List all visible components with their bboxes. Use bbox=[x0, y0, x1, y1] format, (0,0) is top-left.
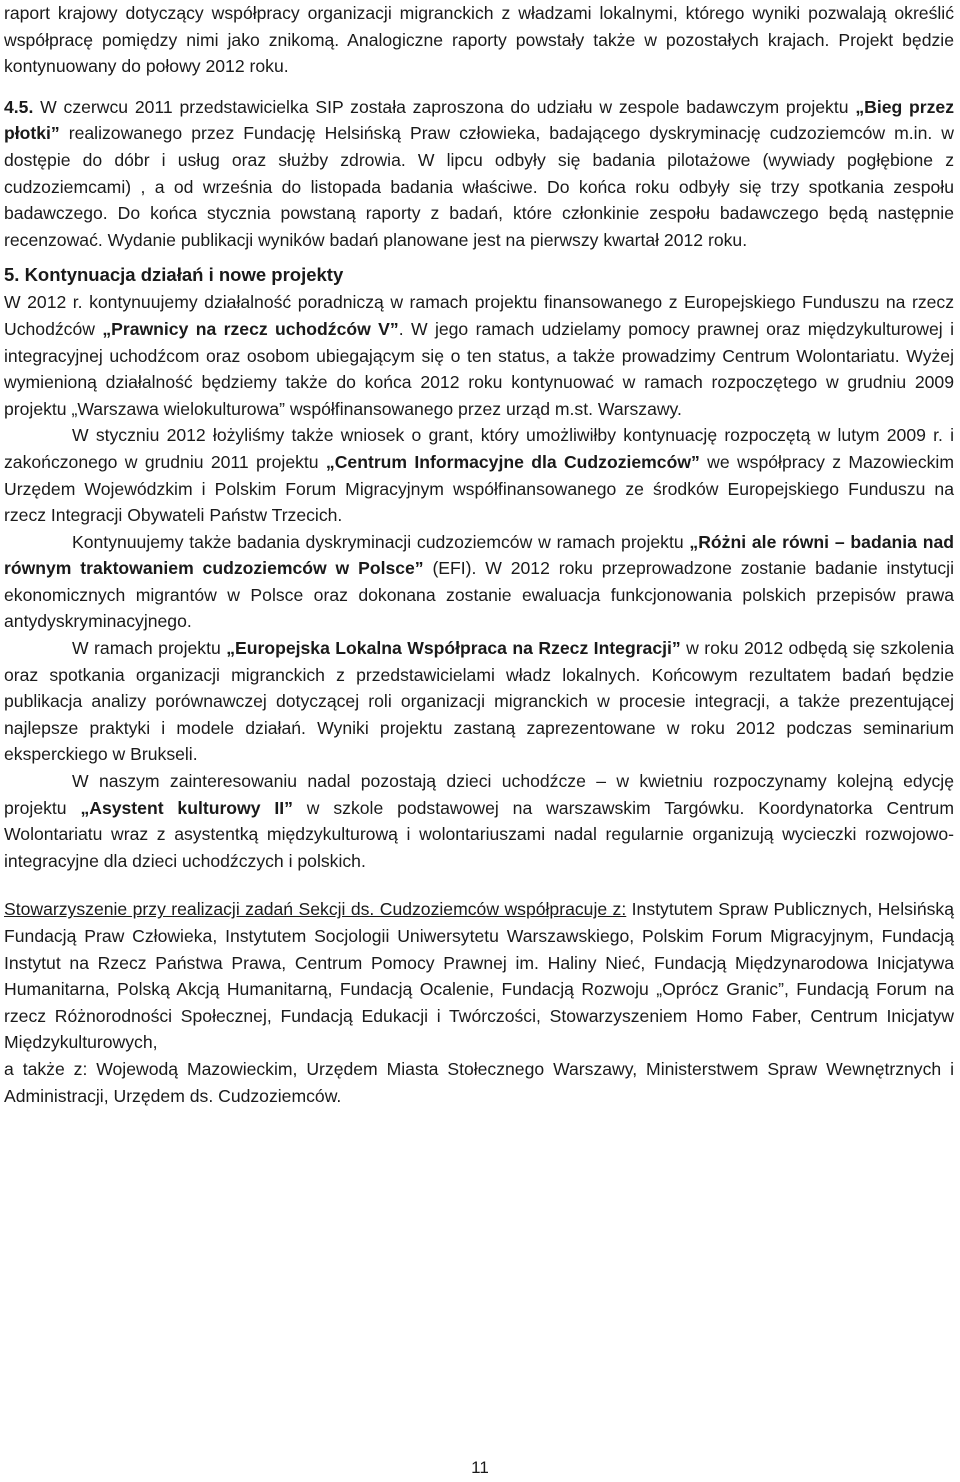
paragraph-wspolpraca: Stowarzyszenie przy realizacji zadań Sekcji ds. Cudzoziemców współpracuje z: Instytutem Spraw Publicznych, Helsińską Fundacją Praw Człowieka, Instytutem Socjologii Uniwersytetu Warszawskiego, Polskim Forum Migracyjnym, Fundacją Instytut na Rzecz Państwa Prawa, Centrum Pomocy Prawnej im. Haliny Nieć, Fundacją Międzynarodowa Inicjatywa Humanitarna, Polską Akcją Humanitarną, Fundacją Ocalenie, Fundacją Rozwoju „Oprócz Granic”, Fundacją Forum na rzecz Różnorodności Społecznej, Fundacją Edukacji i Twórczości, Stowarzyszeniem Homo Faber, Centrum Inicjatyw Międzykulturowych, bbox=[4, 899, 954, 1053]
paragraph-europejska: W ramach projektu „Europejska Lokalna Współpraca na Rzecz Integracji” w roku 2012 odbędą się szkolenia oraz spotkania organizacji migranckich z przedstawicielami władz lokalnych. Końcowym rezultatem badań będzie publikacja analizy porównawczej dotyczącej roli organizacji migranckich w procesie integracji, a także prezentującej najlepsze praktyki i modele działań. Wyniki projektu zastaną zaprezentowane w roku 2012 podczas seminarium eksperckiego w Brukseli. bbox=[4, 638, 954, 765]
section-heading-5: 5. Kontynuacja działań i nowe projekty bbox=[4, 264, 344, 286]
paragraph-4-5: 4.5. W czerwcu 2011 przedstawicielka SIP została zaproszona do udziału w zespole badawczym projektu „Bieg przez płotki” realizowanego przez Fundację Helsińską Praw człowieka, badającego dyskryminację cudzoziemców m.in. w dostępie do dóbr i usług oraz służby zdrowia. W lipcu odbyły się badania pilotażowe (wywiady pogłębione z cudzoziemcami) , a od września do listopada badania właściwe. Do końca roku odbyły się trzy spotkania zespołu badawczego. Do końca stycznia powstaną raporty z badań, które członkinie zespołu badawczego będą następnie recenzować. Wydanie publikacji wyników badań planowane jest na pierwszy kwartał 2012 roku. bbox=[4, 96, 954, 250]
project-name-centrum: „Centrum Informacyjne dla Cudzoziemców” bbox=[325, 451, 700, 472]
page-number: 11 bbox=[471, 1458, 489, 1477]
project-name-asystent: „Asystent kulturowy II” bbox=[80, 797, 293, 818]
paragraph-intro: raport krajowy dotyczący współpracy organizacji migranckich z władzami lokalnymi, którego wyniki pozwalają określić współpracę pomiędzy nimi jako znikomą. Analogiczne raporty powstały także w pozostałych krajach. Projekt będzie kontynuowany do połowy 2012 roku. bbox=[4, 3, 954, 77]
paragraph-rozni: Kontynuujemy także badania dyskryminacji cudzoziemców w ramach projektu „Różni ale równi – badania nad równym traktowaniem cudzoziemców w Polsce” (EFI). W 2012 roku przeprowadzone zostanie badanie instytucji ekonomicznych migrantów w Polsce oraz dokonana zostanie ewaluacja funkcjonowania polskich przepisów prawa antydyskryminacyjnego. bbox=[4, 531, 954, 632]
paragraph-asystent: W naszym zainteresowaniu nadal pozostają dzieci uchodźcze – w kwietniu rozpoczynamy kolejną edycję projektu „Asystent kulturowy II” w szkole podstawowej na warszawskim Targówku. Koordynatorka Centrum Wolontariatu wraz z asystentką międzykulturową i wolontariuszami nadal regularnie organizują wycieczki rozwojowo-integracyjne dla dzieci uchodźczych i polskich. bbox=[4, 771, 954, 871]
project-name-europejska: „Europejska Lokalna Współpraca na Rzecz Integracji” bbox=[226, 638, 681, 659]
document-page bbox=[4, 0, 954, 1109]
paragraph-centrum: W styczniu 2012 łożyliśmy także wniosek o grant, który umożliwiłby kontynuację rozpoczętą w lutym 2009 r. i zakończonego w grudniu 2011 projektu „Centrum Informacyjne dla Cudzoziemców” we współpracy z Mazowieckim Urzędem Wojewódzkim i Polskim Forum Migracyjnym współfinansowanego ze środków Europejskiego Funduszu na rzecz Integracji Obywateli Państw Trzecich. bbox=[4, 425, 954, 526]
paragraph-prawnicy: W 2012 r. kontynuujemy działalność poradniczą w ramach projektu finansowanego z Europejskiego Funduszu na rzecz Uchodźców „Prawnicy na rzecz uchodźców V”. W jego ramach udzielamy pomocy prawnej oraz międzykulturowej i integracyjnej uchodźcom oraz osobom ubiegającym się o ten status, a także prowadzimy Centrum Wolontariatu. Wyżej wymienioną działalność będziemy także do końca 2012 roku kontynuować w ramach rozpoczętego w grudniu 2009 projektu „Warszawa wielokulturowa” współfinansowanego przez urząd m.st. Warszawy. bbox=[4, 292, 954, 419]
paragraph-a-takze: a także z: Wojewodą Mazowieckim, Urzędem Miasta Stołecznego Warszawy, Ministerstwem Spraw Wewnętrznych i Administracji, Urzędem ds. Cudzoziemców. bbox=[4, 1058, 954, 1106]
project-name-prawnicy: „Prawnicy na rzecz uchodźców V” bbox=[102, 318, 399, 339]
wspolpraca-label: Stowarzyszenie przy realizacji zadań Sekcji ds. Cudzoziemców współpracuje z: bbox=[4, 899, 627, 920]
project-name-rozni: „Różni ale równi – badania nad równym traktowaniem cudzoziemców w Polsce” bbox=[4, 531, 954, 579]
section-number: 4.5. bbox=[4, 96, 34, 117]
project-name-bieg: „Bieg przez płotki” bbox=[4, 96, 954, 144]
